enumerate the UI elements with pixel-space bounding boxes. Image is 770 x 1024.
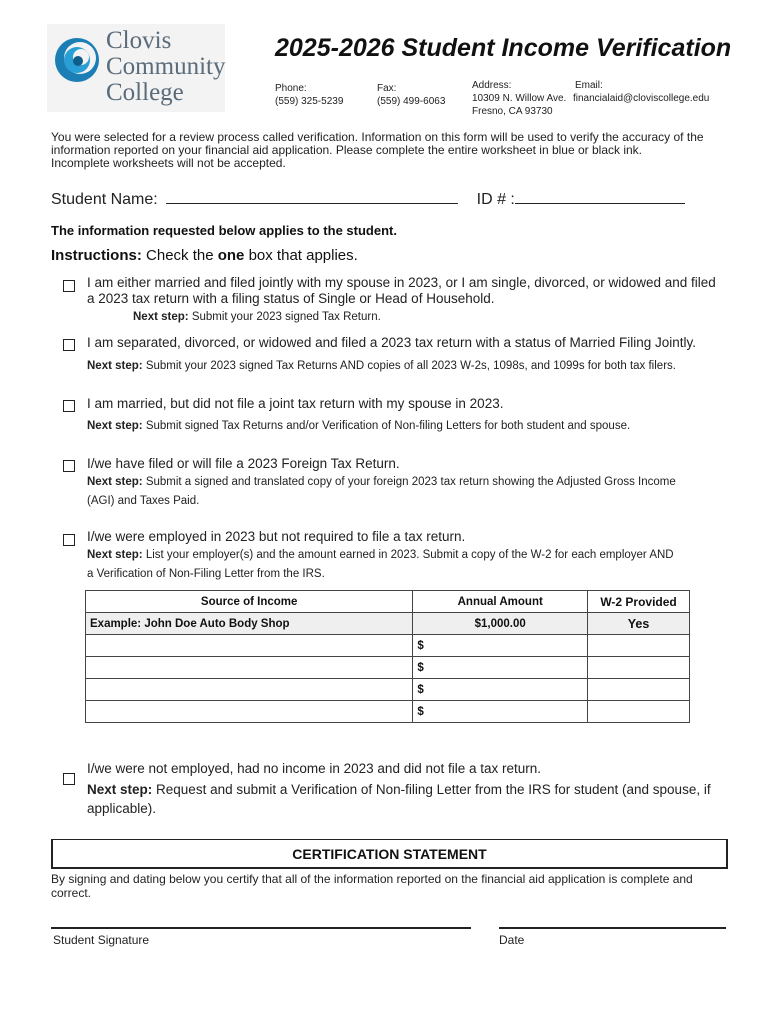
header-source: Source of Income (86, 591, 413, 613)
option-1-line-1: I am either married and filed jointly with my spouse in 2023, or I am single, divorced, or widowed and filed (87, 275, 716, 290)
fax-block (377, 82, 445, 108)
w2-input[interactable] (588, 635, 690, 657)
w2-input[interactable] (588, 657, 690, 679)
next-step-label: Next step: (87, 360, 143, 372)
option-5-next-text-2: a Verification of Non-Filing Letter from the IRS. (87, 568, 325, 580)
phone-value: (559) 325-5239 (275, 96, 344, 107)
option-2-checkbox[interactable] (63, 339, 75, 351)
student-id-field[interactable] (515, 189, 685, 204)
w2-input[interactable] (588, 701, 690, 723)
address-line-1: 10309 N. Willow Ave. (472, 93, 567, 104)
option-5-next-text: List your employer(s) and the amount earned in 2023. Submit a copy of the W-2 for each employer AND (145, 549, 674, 561)
signature-line[interactable] (51, 927, 471, 929)
source-input[interactable] (86, 635, 413, 657)
applies-statement: The information requested below applies to the student. (51, 223, 397, 238)
email-block (573, 79, 709, 105)
option-1-text (87, 275, 716, 307)
option-1-next-step (133, 308, 381, 327)
next-step-label: Next step: (87, 420, 143, 432)
intro-paragraph (51, 131, 741, 170)
phone-label: Phone: (275, 83, 307, 94)
option-6-next-step (87, 780, 711, 818)
intro-line-1: You were selected for a review process called verification. Information on this form will be used to verify the accuracy of the (51, 130, 704, 144)
logo-line-1: Clovis (106, 27, 172, 54)
source-input[interactable] (86, 657, 413, 679)
option-3-text: I am married, but did not file a joint tax return with my spouse in 2023. (87, 396, 504, 411)
option-4-next-text: Submit a signed and translated copy of your foreign 2023 tax return showing the Adjusted Gross Income (145, 476, 676, 488)
option-3-checkbox[interactable] (63, 400, 75, 412)
dollar-sign: $ (417, 705, 424, 718)
option-3-next-step (87, 417, 630, 436)
intro-line-3: Incomplete worksheets will not be accepted. (51, 156, 286, 170)
table-row-example (86, 613, 690, 635)
student-id-label: ID # : (476, 191, 515, 208)
option-1-next-text: Submit your 2023 signed Tax Return. (191, 311, 381, 323)
option-2-text: I am separated, divorced, or widowed and filed a 2023 tax return with a status of Married Filing Jointly. (87, 335, 697, 350)
dollar-sign: $ (417, 639, 424, 652)
amount-input[interactable] (413, 657, 588, 679)
option-4-next-step (87, 473, 676, 511)
student-name-label: Student Name: (51, 191, 158, 208)
option-6-checkbox[interactable] (63, 773, 75, 785)
certification-title: CERTIFICATION STATEMENT (292, 845, 487, 862)
dollar-sign: $ (417, 661, 424, 674)
amount-input[interactable] (413, 679, 588, 701)
header-w2: W-2 Provided (588, 591, 690, 613)
address-block (472, 79, 566, 118)
option-6-text: I/we were not employed, had no income in 2023 and did not file a tax return. (87, 761, 542, 776)
table-row (86, 657, 690, 679)
amount-input[interactable] (413, 635, 588, 657)
option-2-next-step (87, 357, 676, 376)
example-source: Example: John Doe Auto Body Shop (86, 613, 413, 635)
next-step-label: Next step: (87, 782, 153, 797)
option-5-next-step (87, 546, 674, 584)
student-info-row (51, 189, 685, 209)
option-6-next-text-2: applicable). (87, 801, 157, 816)
fax-label: Fax: (377, 83, 397, 94)
address-line-2: Fresno, CA 93730 (472, 106, 553, 117)
option-4-text: I/we have filed or will file a 2023 Foreign Tax Return. (87, 456, 400, 471)
example-amount: $1,000.00 (413, 613, 588, 635)
next-step-label: Next step: (87, 549, 143, 561)
option-2-next-text: Submit your 2023 signed Tax Returns AND copies of all 2023 W-2s, 1098s, and 1099s for both tax filers. (145, 360, 676, 372)
option-1-line-2: a 2023 tax return with a filing status of Single or Head of Household. (87, 291, 495, 306)
option-6-next-text: Request and submit a Verification of Non-filing Letter from the IRS for student (and spouse, if (156, 782, 711, 797)
option-3-next-text: Submit signed Tax Returns and/or Verification of Non-filing Letters for both student and spouse. (145, 420, 631, 432)
intro-line-2: information reported on your financial aid application. Please complete the entire worksheet in blue or black ink. (51, 143, 642, 157)
example-w2: Yes (588, 613, 690, 635)
next-step-label: Next step: (87, 476, 143, 488)
dollar-sign: $ (417, 683, 424, 696)
certification-line-1: By signing and dating below you certify that all of the information reported on the financial aid application is complete and (51, 872, 693, 886)
amount-input[interactable] (413, 701, 588, 723)
email-label: Email: (575, 80, 603, 91)
option-5-text: I/we were employed in 2023 but not required to file a tax return. (87, 529, 466, 544)
email-value: financialaid@cloviscollege.edu (573, 93, 710, 104)
instructions-label: Instructions: (51, 247, 142, 264)
instructions-pre: Check the (146, 247, 214, 264)
table-row (86, 679, 690, 701)
table-row (86, 635, 690, 657)
certification-header (51, 839, 728, 869)
date-line[interactable] (499, 927, 726, 929)
student-name-field[interactable] (166, 189, 458, 204)
logo-line-3: College (106, 79, 184, 106)
source-input[interactable] (86, 679, 413, 701)
page-title: 2025-2026 Student Income Verification (275, 34, 732, 62)
table-row (86, 701, 690, 723)
income-table (85, 590, 690, 723)
option-1-checkbox[interactable] (63, 280, 75, 292)
certification-text (51, 872, 741, 900)
certification-line-2: correct. (51, 886, 92, 900)
next-step-label: Next step: (133, 311, 189, 323)
instructions (51, 247, 358, 264)
instructions-emph: one (217, 247, 245, 264)
option-4-next-text-2: (AGI) and Taxes Paid. (87, 495, 200, 507)
signature-label: Student Signature (53, 933, 150, 947)
source-input[interactable] (86, 701, 413, 723)
logo-wordmark (106, 28, 225, 106)
w2-input[interactable] (588, 679, 690, 701)
table-header-row (86, 591, 690, 613)
instructions-post: box that applies. (248, 247, 358, 264)
college-swirl-icon (51, 30, 103, 90)
option-5-checkbox[interactable] (63, 534, 75, 546)
fax-value: (559) 499-6063 (377, 96, 446, 107)
date-label: Date (499, 933, 525, 947)
header-amount: Annual Amount (413, 591, 588, 613)
logo-line-2: Community (106, 53, 226, 80)
option-4-checkbox[interactable] (63, 460, 75, 472)
phone-block (275, 82, 343, 108)
address-label: Address: (472, 80, 512, 91)
